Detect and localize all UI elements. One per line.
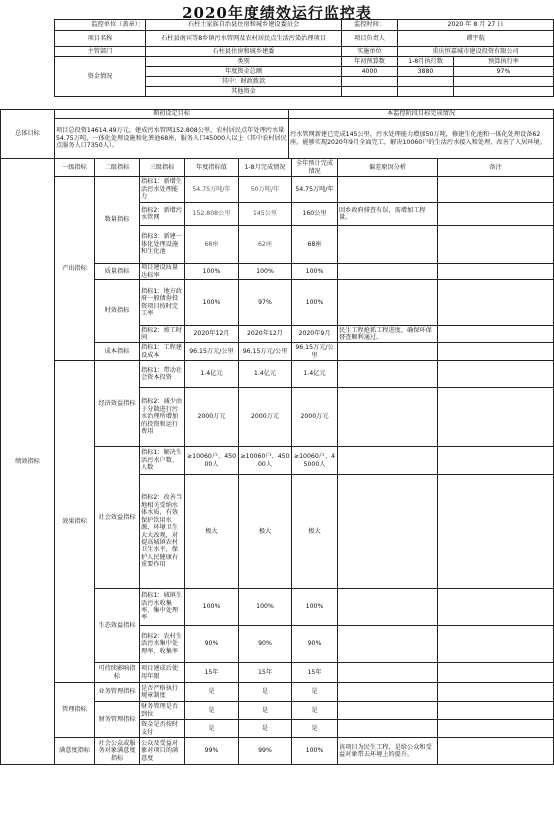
- done-cell: 1.4亿元: [239, 361, 292, 388]
- funds-col-budget: 年初预算数: [342, 57, 398, 67]
- funds-col-exec: 1-8月执行数: [398, 57, 454, 67]
- target-cell: 是: [185, 702, 239, 720]
- goal-expected-label: 期初设定目标: [55, 110, 289, 119]
- note-cell: [438, 626, 554, 663]
- dev-cell: [338, 280, 438, 326]
- funds-row-label: 其中：财政拨款: [146, 77, 342, 87]
- header-l2: 二级指标: [95, 159, 140, 177]
- note-cell: [438, 326, 554, 343]
- l3-cell: 指标2：农村生活污水集中处理率、收集率: [140, 626, 185, 663]
- target-cell: 96.15万元/公里: [185, 343, 239, 361]
- note-cell: [438, 720, 554, 738]
- l3-cell: 指标1：地方政府一般债券投资项目按时完工率: [140, 280, 185, 326]
- l3-cell: 项目建设质量达标率: [140, 264, 185, 280]
- dev-cell: [338, 264, 438, 280]
- done-cell: 99%: [239, 738, 292, 765]
- done-cell: 2000万元: [239, 388, 292, 447]
- leader-label: 项目负责人: [342, 31, 398, 47]
- l3-cell: 指标1：解决生活污水户数、人数: [140, 447, 185, 475]
- funds-col-type: 类别: [146, 57, 342, 67]
- forecast-cell: 是: [292, 683, 338, 702]
- funds-row-exec: 3880: [398, 67, 454, 77]
- header-deviation: 偏差原因分析: [338, 159, 438, 177]
- target-cell: 极大: [185, 475, 239, 589]
- funds-row-label: 年度资金总额: [146, 67, 342, 77]
- dev-cell: 民生工程抢抓工程进度，确保环保督查顺利通过。: [338, 326, 438, 343]
- subgroup-cost: 成本指标: [95, 343, 140, 361]
- forecast-cell: ≥10060户、45000人: [292, 447, 338, 475]
- target-cell: 是: [185, 720, 239, 738]
- header-target: 年度指标值: [185, 159, 239, 177]
- funds-label: 资金情况: [55, 57, 146, 97]
- l3-cell: 指标1：城镇生活污水收集率、集中处理率: [140, 589, 185, 626]
- target-cell: 100%: [185, 264, 239, 280]
- dept-label: 主管部门: [55, 47, 146, 57]
- project-name-value: 石柱县南宾等8乡镇污水管网及农村居民点生活污染治理项目: [146, 31, 342, 47]
- done-cell: ≥10060户、45000人: [239, 447, 292, 475]
- done-cell: 2020年12月: [239, 326, 292, 343]
- done-cell: 100%: [239, 589, 292, 626]
- target-cell: 100%: [185, 589, 239, 626]
- funds-row-exec: [398, 77, 454, 87]
- forecast-cell: 100%: [292, 589, 338, 626]
- header-note: 备注: [438, 159, 554, 177]
- dev-cell: [338, 663, 438, 683]
- forecast-cell: 160公里: [292, 203, 338, 226]
- subgroup-finance: 财务管理指标: [95, 702, 140, 738]
- project-name-label: 项目名称: [55, 31, 146, 47]
- done-cell: 15年: [239, 663, 292, 683]
- subgroup-social: 社会效益指标: [95, 447, 140, 589]
- l3-cell: 指标3：新建一体化处理设施和生化池: [140, 226, 185, 264]
- done-cell: 是: [239, 683, 292, 702]
- target-cell: 152.808公里: [185, 203, 239, 226]
- note-cell: [438, 663, 554, 683]
- funds-col-rate: 预算执行率: [454, 57, 554, 67]
- done-cell: 50万吨/年: [239, 177, 292, 203]
- header-done: 1-8月完成情况: [239, 159, 292, 177]
- funds-row-budget: [342, 87, 398, 97]
- dept-value: 石柱县住房和城乡建委: [146, 47, 342, 57]
- l3-cell: 指标2：新增污水管网: [140, 203, 185, 226]
- impl-value: 重庆恒嘉城市建设投资有限公司: [398, 47, 554, 57]
- subgroup-business: 业务管理指标: [95, 683, 140, 702]
- done-cell: 是: [239, 702, 292, 720]
- subgroup-timeliness: 时效指标: [95, 280, 140, 343]
- l3-cell: 公众及受益对象对项目的满意度: [140, 738, 185, 765]
- l3-cell: 指标1：新增生活污水处理能力: [140, 177, 185, 203]
- note-cell: [438, 280, 554, 326]
- subgroup-ecological: 生态效益指标: [95, 589, 140, 663]
- note-cell: [438, 475, 554, 589]
- forecast-cell: 100%: [292, 280, 338, 326]
- funds-row-exec: [398, 87, 454, 97]
- funds-row-rate: [454, 77, 554, 87]
- subgroup-quantity: 数量指标: [95, 177, 140, 264]
- forecast-cell: 54.75万吨/年: [292, 177, 338, 203]
- group-effect: 效果指标: [55, 361, 95, 683]
- target-cell: 90%: [185, 626, 239, 663]
- page-title: 2020年度绩效运行监控表: [182, 4, 372, 22]
- subgroup-quality: 质量指标: [95, 264, 140, 280]
- forecast-cell: 极大: [292, 475, 338, 589]
- done-cell: 极大: [239, 475, 292, 589]
- note-cell: [438, 361, 554, 388]
- unit-label: 监控单位（盖章）：: [55, 20, 146, 31]
- note-cell: [438, 589, 554, 626]
- target-cell: ≥10060户、45000人: [185, 447, 239, 475]
- forecast-cell: 100%: [292, 264, 338, 280]
- forecast-cell: 是: [292, 720, 338, 738]
- note-cell: [438, 447, 554, 475]
- perf-label: 绩效指标: [1, 159, 55, 765]
- indicator-table: [0, 158, 554, 765]
- note-cell: [438, 388, 554, 447]
- subgroup-sustain: 可持续影响指标: [95, 663, 140, 683]
- funds-row-label: 其他资金: [146, 87, 342, 97]
- project-info-table: [54, 19, 554, 97]
- done-cell: 90%: [239, 626, 292, 663]
- dev-cell: [338, 720, 438, 738]
- dev-cell: [338, 447, 438, 475]
- l3-cell: 指标1：工程建设成本: [140, 343, 185, 361]
- goal-table: [0, 109, 554, 159]
- header-l3: 三级指标: [140, 159, 185, 177]
- note-cell: [438, 226, 554, 264]
- done-cell: 是: [239, 720, 292, 738]
- goal-actual-label: 本监控阶段目标完成情况: [289, 110, 554, 119]
- l3-cell: 指标2：竣工时间: [140, 326, 185, 343]
- dev-cell: 因乡政府排查有误，需增加工程量。: [338, 203, 438, 226]
- goal-expected-text: 项目总投资14614.49万元，建成污水管网152.808公里，农村居民点年处理污水量54.75万吨，一体化处理设施和化粪池68座，服务人口45000人以上（其中农村居民点服务人口7350人）。: [55, 119, 289, 159]
- forecast-cell: 是: [292, 702, 338, 720]
- target-cell: 99%: [185, 738, 239, 765]
- note-cell: [438, 738, 554, 765]
- done-cell: 145公里: [239, 203, 292, 226]
- target-cell: 2020年12月: [185, 326, 239, 343]
- target-cell: 100%: [185, 280, 239, 326]
- done-cell: 97%: [239, 280, 292, 326]
- dev-cell: [338, 702, 438, 720]
- forecast-cell: 2000万元: [292, 388, 338, 447]
- done-cell: 62座: [239, 226, 292, 264]
- funds-row-budget: 4000: [342, 67, 398, 77]
- goal-actual-text: 污水管网新建已完成145公里，污水处理能力增加50万吨，修建生化池和一体化处理设备62座，能够实现2020年9月全面完工，解决10060户的生活污水接入和处理，改善了人居环境。: [289, 119, 554, 159]
- l3-cell: 财务管理是否到位: [140, 702, 185, 720]
- dev-cell: [338, 177, 438, 203]
- time-label: 监控时间：: [342, 20, 398, 31]
- dev-cell: 该项目为民生工程，是给公众和受益对象带去环境上的提升。: [338, 738, 438, 765]
- dev-cell: [338, 475, 438, 589]
- forecast-cell: 15年: [292, 663, 338, 683]
- l3-cell: 指标1：带动社会资本投资: [140, 361, 185, 388]
- dev-cell: [338, 361, 438, 388]
- funds-row-rate: 97%: [454, 67, 554, 77]
- target-cell: 15年: [185, 663, 239, 683]
- l3-cell: 项目建成后使用年限: [140, 663, 185, 683]
- funds-row-budget: [342, 77, 398, 87]
- forecast-cell: 90%: [292, 626, 338, 663]
- header-forecast: 全年预计完成情况: [292, 159, 338, 177]
- note-cell: [438, 177, 554, 203]
- dev-cell: [338, 589, 438, 626]
- target-cell: 2000万元: [185, 388, 239, 447]
- subgroup-public: 社会公众或服务对象满意度指标: [95, 738, 140, 765]
- time-value: 2020 年 8 月 27 日: [398, 20, 554, 31]
- done-cell: 96.15万元/公里: [239, 343, 292, 361]
- subgroup-economic: 经济效益指标: [95, 361, 140, 447]
- group-satisfaction: 满意度指标: [55, 738, 95, 765]
- l3-cell: 指标2：减少由于分散进行污水治理所增加的投资和运行费用: [140, 388, 185, 447]
- dev-cell: [338, 626, 438, 663]
- funds-row-rate: [454, 87, 554, 97]
- note-cell: [438, 683, 554, 702]
- unit-value: 石柱土家族自治县住房和城乡建设委员会: [146, 20, 342, 31]
- note-cell: [438, 203, 554, 226]
- impl-label: 实施单位: [342, 47, 398, 57]
- forecast-cell: 100%: [292, 738, 338, 765]
- l3-cell: 指标2：改善当地相关受纳水体水质，有效保护饮用水源，环境卫生大大改观，对提高城镇农村卫生水平，保护人民健康有重要作用: [140, 475, 185, 589]
- goal-label: 总体目标: [1, 110, 55, 159]
- forecast-cell: 2020年9月: [292, 326, 338, 343]
- note-cell: [438, 264, 554, 280]
- forecast-cell: 96.15万元/公里: [292, 343, 338, 361]
- l3-cell: 是否严格执行规章制度: [140, 683, 185, 702]
- note-cell: [438, 702, 554, 720]
- target-cell: 54.75万吨/年: [185, 177, 239, 203]
- target-cell: 68座: [185, 226, 239, 264]
- dev-cell: [338, 683, 438, 702]
- note-cell: [438, 343, 554, 361]
- forecast-cell: 1.4亿元: [292, 361, 338, 388]
- dev-cell: [338, 343, 438, 361]
- target-cell: 是: [185, 683, 239, 702]
- l3-cell: 资金是否按时支付: [140, 720, 185, 738]
- done-cell: 100%: [239, 264, 292, 280]
- header-l1: 一级指标: [55, 159, 95, 177]
- group-output: 产出指标: [55, 177, 95, 361]
- dev-cell: [338, 388, 438, 447]
- leader-value: 谭宇航: [398, 31, 554, 47]
- target-cell: 1.4亿元: [185, 361, 239, 388]
- forecast-cell: 68座: [292, 226, 338, 264]
- group-manage: 管理指标: [55, 683, 95, 738]
- dev-cell: [338, 226, 438, 264]
